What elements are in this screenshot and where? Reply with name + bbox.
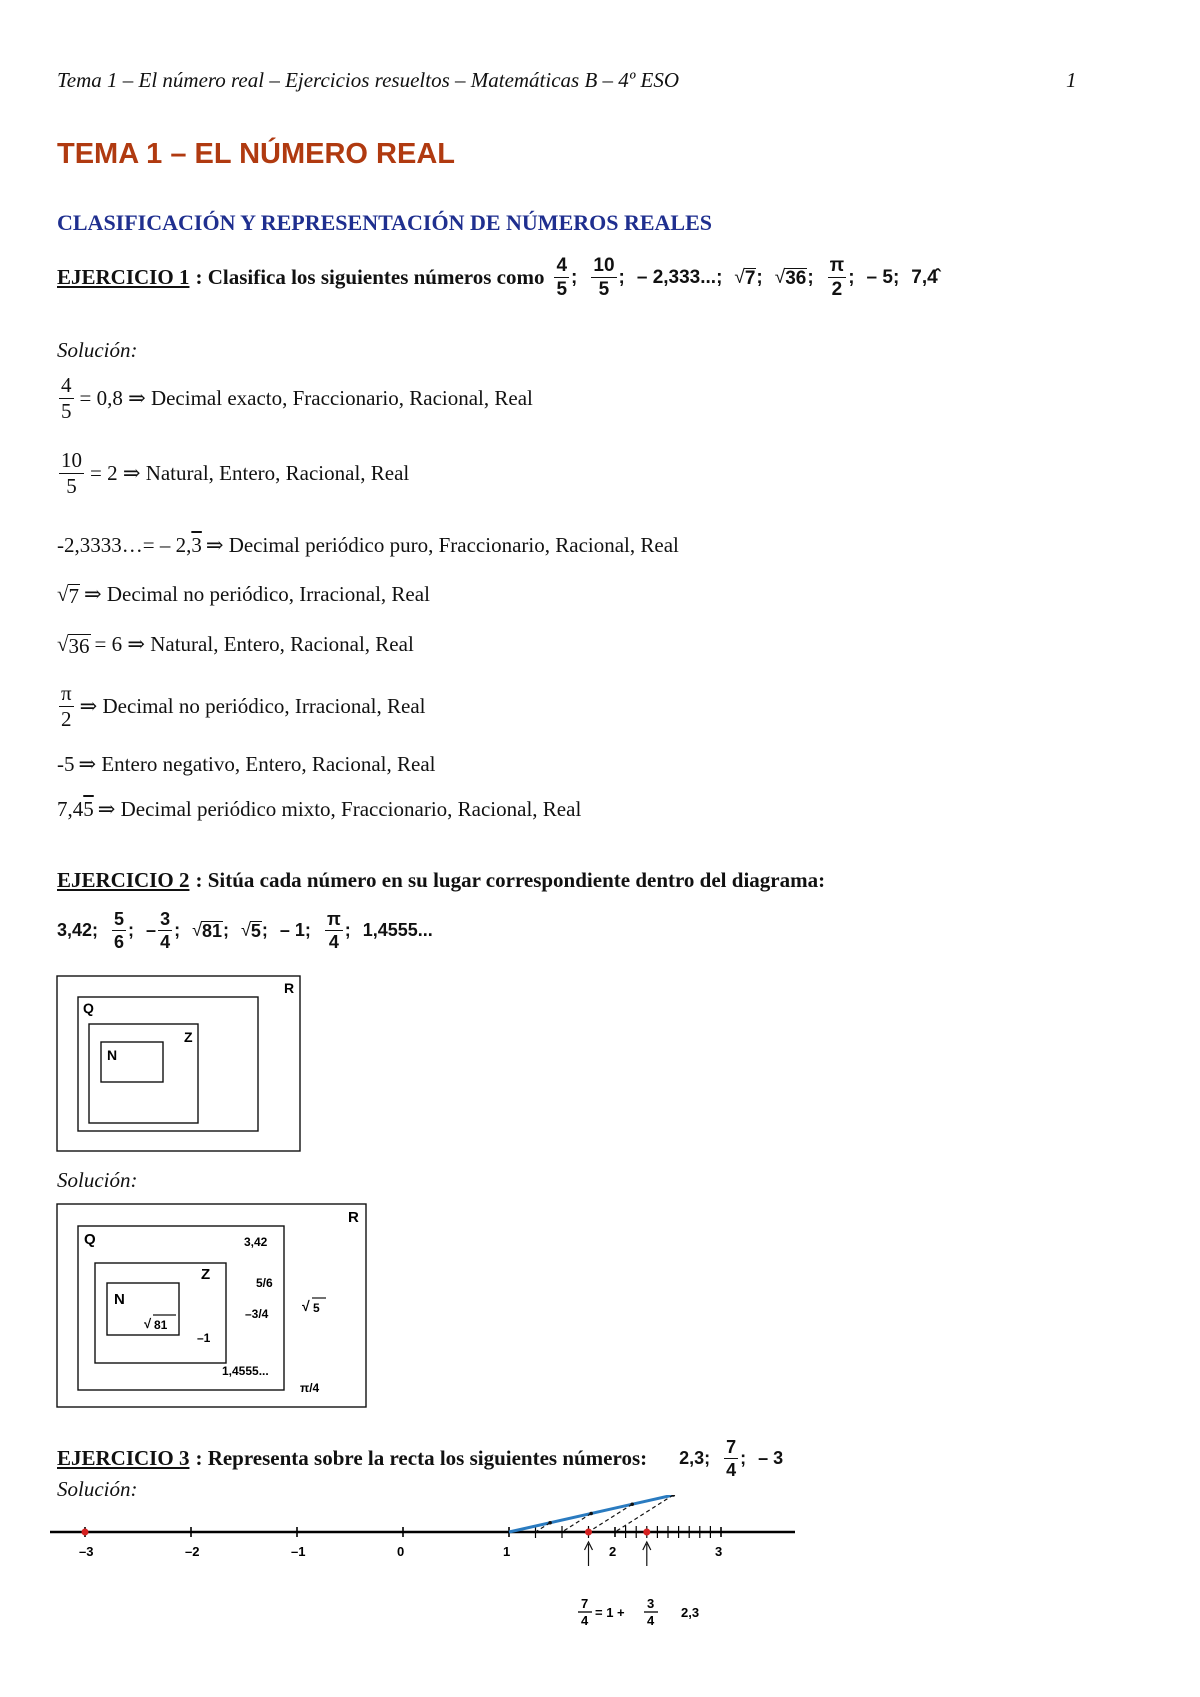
fraction — [828, 256, 847, 299]
numerator: 4 — [556, 255, 568, 276]
separator: ; — [261, 920, 268, 940]
fraction — [554, 256, 569, 299]
fraction — [59, 683, 74, 730]
exercise-2-solution-label: Solución: — [57, 1168, 138, 1192]
sqrt — [192, 920, 223, 941]
numerator: 10 — [61, 448, 82, 472]
radical-sign: √ — [241, 920, 251, 940]
separator: ; — [128, 920, 135, 940]
exercise-2-text: : Sitúa cada número en su lugar correspondiente dentro del diagrama: — [195, 868, 826, 892]
set-q-label: Q — [84, 1231, 96, 1248]
exercise-3-solution-label: Solución: — [57, 1477, 138, 1501]
ex2-num-5 — [241, 920, 268, 941]
numerator: 10 — [593, 255, 615, 276]
value-sqrt81: 81 — [154, 1318, 168, 1332]
value-1-4555: 1,4555... — [222, 1364, 269, 1378]
value-minus1: –1 — [197, 1331, 211, 1345]
radical-sign: √ — [734, 266, 745, 288]
separator: ; — [807, 266, 814, 288]
construction-lines — [509, 1495, 675, 1532]
exercise-1-statement — [57, 256, 950, 299]
line-prefix: -5 — [57, 752, 75, 776]
set-z-label: Z — [184, 1029, 193, 1045]
ex1-solution-line-1 — [57, 375, 533, 422]
sqrt — [57, 582, 80, 607]
ex1-num-4 — [734, 267, 762, 289]
numerator: π — [61, 681, 72, 705]
exercise-2-label: EJERCICIO 2 — [57, 868, 190, 892]
ex2-num-2 — [110, 910, 134, 951]
exercise-1-text: : Clasifica los siguientes números como — [195, 265, 545, 289]
sqrt — [241, 920, 262, 941]
exercise-1-solution-label: Solución: — [57, 338, 138, 362]
ex1-num-1 — [552, 256, 577, 299]
set-z-label: Z — [201, 1266, 211, 1283]
tick-label: –3 — [79, 1544, 94, 1559]
denominator: 4 — [160, 932, 171, 952]
tick-label: 2 — [609, 1544, 617, 1559]
marked-point — [643, 1529, 650, 1536]
fraction — [325, 910, 343, 951]
value-pi-4: π/4 — [300, 1381, 320, 1395]
ex1-solution-line-7 — [57, 752, 435, 777]
exercise-3-text: : Representa sobre la recta los siguientes números: — [195, 1446, 648, 1470]
fraction — [724, 1438, 738, 1479]
numerator: 4 — [61, 373, 72, 397]
set-r-label: R — [284, 980, 295, 996]
denominator: 4 — [726, 1460, 737, 1480]
period-digit: 5 — [83, 797, 94, 821]
ex1-solution-line-3 — [57, 533, 679, 558]
numerator: π — [326, 909, 341, 929]
exercise-2-numbers — [57, 910, 445, 951]
exercise-3-statement — [57, 1438, 795, 1479]
tick-label: 1 — [503, 1544, 511, 1559]
sqrt — [775, 267, 808, 289]
denominator: 2 — [831, 279, 843, 300]
set-n-label: N — [107, 1047, 118, 1063]
set-r-label: R — [348, 1209, 359, 1226]
label-74-num: 7 — [581, 1596, 589, 1611]
fraction — [59, 450, 84, 497]
denominator: 5 — [61, 399, 72, 423]
numerator: 7 — [726, 1437, 737, 1457]
ex1-num-5 — [775, 267, 814, 289]
ex3-num-2 — [722, 1438, 746, 1479]
ex1-num-2 — [589, 256, 624, 299]
minus-sign: – — [146, 920, 157, 940]
ex3-num-3: – 3 — [758, 1448, 784, 1468]
radical-sign: √ — [774, 266, 786, 288]
line-text: ⇒ Decimal periódico mixto, Fraccionario, Racional, Real — [97, 797, 582, 821]
marked-point — [585, 1529, 592, 1536]
ex2-num-6: – 1; — [279, 920, 311, 940]
numerator: 5 — [114, 909, 125, 929]
separator: ; — [618, 266, 625, 288]
radical-sign: √ — [57, 632, 69, 656]
exercise-1-numbers — [552, 256, 949, 299]
separator: ; — [571, 266, 578, 288]
ex1-solution-line-5 — [57, 632, 414, 657]
label-34-den: 4 — [647, 1613, 655, 1625]
tick-label: –1 — [291, 1544, 306, 1559]
set-q-label: Q — [83, 1000, 94, 1016]
ex1-num-7: – 5; — [866, 266, 900, 288]
ex3-num-1: 2,3; — [679, 1448, 711, 1468]
page-title: TEMA 1 – EL NÚMERO REAL — [57, 138, 455, 170]
marked-point — [82, 1529, 89, 1536]
ex1-solution-line-6 — [57, 683, 425, 730]
radicand: 7 — [68, 583, 80, 608]
ex1-num-3: – 2,333...; — [636, 266, 723, 288]
sets-diagram-empty — [56, 975, 302, 1153]
exercise-3-label: EJERCICIO 3 — [57, 1446, 190, 1470]
sqrt — [57, 632, 91, 657]
ex1-solution-line-2 — [57, 450, 409, 497]
period-digit: 3 — [191, 533, 202, 557]
value-5-6: 5/6 — [256, 1276, 273, 1290]
line-text: = 6 ⇒ Natural, Entero, Racional, Real — [94, 632, 414, 656]
value-sqrt5: 5 — [313, 1301, 320, 1315]
numerator: 3 — [160, 909, 171, 929]
separator: ; — [740, 1448, 747, 1468]
label-74-den: 4 — [581, 1613, 589, 1625]
line-text: ⇒ Decimal no periódico, Irracional, Real — [84, 582, 430, 606]
exercise-2-statement — [57, 868, 833, 893]
label-seven-fourths — [578, 1596, 658, 1625]
denominator: 5 — [598, 279, 610, 300]
set-z-box — [89, 1024, 198, 1123]
line-text: ⇒ Decimal periódico puro, Fraccionario, Racional, Real — [205, 533, 679, 557]
set-q-box — [78, 997, 258, 1131]
denominator: 6 — [114, 932, 125, 952]
page-number: 1 — [1066, 68, 1077, 92]
denominator: 5 — [66, 474, 77, 498]
page-header: Tema 1 – El número real – Ejercicios resueltos – Matemáticas B – 4º ESO — [57, 68, 680, 92]
ex1-solution-line-8 — [57, 797, 581, 822]
set-n-label: N — [114, 1291, 125, 1308]
ex2-num-8: 1,4555... — [362, 920, 433, 940]
radicand: 81 — [201, 921, 222, 942]
sqrt — [734, 267, 756, 289]
label-34-num: 3 — [647, 1596, 655, 1611]
sets-diagram-solution — [56, 1203, 368, 1409]
denominator: 2 — [61, 707, 72, 731]
line-text: = 0,8 ⇒ Decimal exacto, Fraccionario, Racional, Real — [79, 386, 533, 410]
label-2-3: 2,3 — [681, 1605, 700, 1620]
line-prefix: -2,3333…= – 2, — [57, 533, 192, 557]
separator: ; — [223, 920, 229, 940]
separator: ; — [344, 920, 351, 940]
label-eq: = 1 + — [595, 1605, 625, 1620]
exercise-1-label: EJERCICIO 1 — [57, 265, 190, 289]
fraction — [112, 910, 126, 951]
ex2-num-3 — [146, 910, 180, 951]
ex1-num-6 — [826, 256, 855, 299]
marked-points — [82, 1529, 651, 1567]
tick-label: 0 — [397, 1544, 405, 1559]
denominator: 4 — [328, 932, 339, 952]
fraction — [59, 375, 74, 422]
line-text: ⇒ Entero negativo, Entero, Racional, Real — [78, 752, 436, 776]
ex2-num-7 — [323, 910, 351, 951]
value-3-42: 3,42 — [244, 1235, 268, 1249]
tick-label: 3 — [715, 1544, 723, 1559]
ex1-solution-line-4 — [57, 582, 430, 607]
sqrt-sign: √ — [302, 1298, 310, 1314]
line-text: = 2 ⇒ Natural, Entero, Racional, Real — [90, 461, 410, 485]
sqrt-sign: √ — [144, 1316, 152, 1331]
radical-sign: √ — [192, 920, 202, 940]
radicand: 36 — [785, 267, 807, 289]
exercise-3-numbers — [679, 1438, 795, 1479]
fraction — [158, 910, 172, 951]
tick-label: –2 — [185, 1544, 200, 1559]
separator: ; — [848, 266, 855, 288]
value: 7,4 — [911, 266, 938, 288]
ex1-num-8 — [911, 267, 937, 289]
radical-sign: √ — [57, 582, 69, 606]
section-subtitle: CLASIFICACIÓN Y REPRESENTACIÓN DE NÚMEROS REALES — [57, 210, 713, 235]
radicand: 5 — [250, 921, 261, 942]
separator: ; — [174, 920, 181, 940]
denominator: 5 — [556, 279, 568, 300]
numerator: π — [829, 255, 845, 276]
line-prefix: 7,4 — [57, 797, 84, 821]
fraction — [591, 256, 616, 299]
line-text: ⇒ Decimal no periódico, Irracional, Real — [79, 694, 426, 718]
ex2-num-1: 3,42; — [57, 920, 99, 940]
separator: ; — [756, 266, 763, 288]
value-minus-3-4: –3/4 — [245, 1307, 269, 1321]
ex2-num-4 — [192, 920, 229, 941]
number-line — [50, 1495, 830, 1625]
radicand: 36 — [68, 633, 90, 658]
radicand: 7 — [744, 267, 756, 289]
